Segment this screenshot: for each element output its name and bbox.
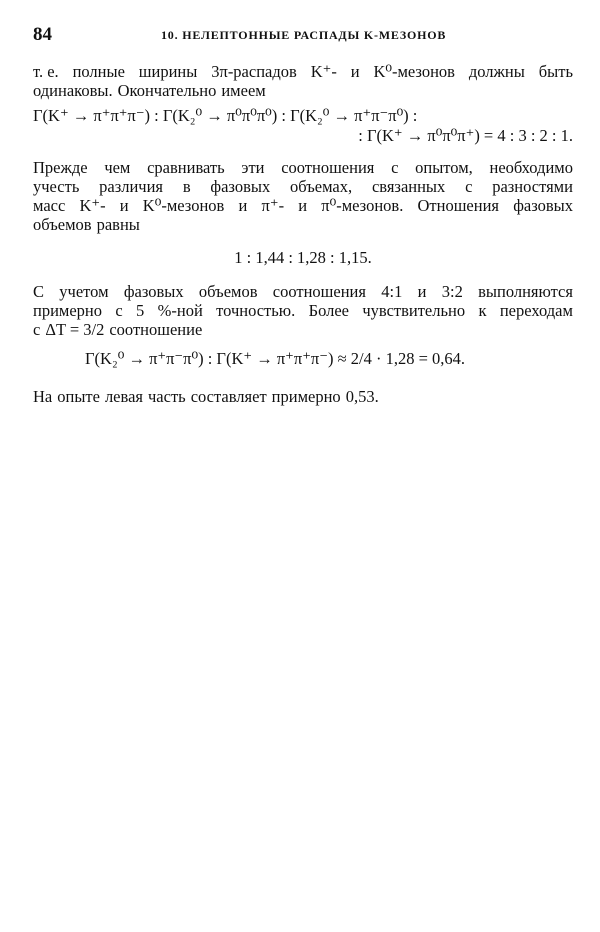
- text-line: [33, 387, 573, 406]
- text-line: [33, 320, 573, 339]
- word: с: [33, 320, 41, 339]
- word: равны: [96, 215, 140, 234]
- word: выполняются: [478, 282, 573, 301]
- word: с: [391, 158, 399, 177]
- word: чувствительно: [362, 301, 466, 320]
- text-line: [33, 62, 573, 81]
- word: учесть: [33, 177, 80, 196]
- text-line: [33, 158, 573, 177]
- word: и: [350, 62, 360, 81]
- word: связанных: [371, 177, 446, 196]
- word: ΔT = 3/2: [45, 320, 105, 339]
- text-line: [33, 282, 573, 301]
- word: и: [298, 196, 308, 215]
- word: 4:1: [381, 282, 403, 301]
- formula-phase-volumes: 1 : 1,44 : 1,28 : 1,15.: [234, 248, 372, 267]
- text-line: [33, 196, 573, 215]
- word: эти: [241, 158, 265, 177]
- word: объемов: [198, 282, 258, 301]
- word: с: [465, 177, 473, 196]
- word: соотношение: [109, 320, 203, 339]
- word: 5: [136, 301, 145, 320]
- paragraph-2: [33, 158, 573, 234]
- word: фазовых: [513, 196, 573, 215]
- word: K⁺-: [79, 196, 106, 215]
- word: быть: [538, 62, 573, 81]
- word: ширины: [138, 62, 198, 81]
- word: необходимо: [489, 158, 573, 177]
- formula-gamma-ratio-line2: : Γ(K⁺ → π⁰π⁰π⁺) = 4 : 3 : 2 : 1.: [358, 126, 573, 145]
- word: учетом: [59, 282, 109, 301]
- word: Окончательно: [117, 81, 217, 100]
- word: фазовых: [123, 282, 184, 301]
- word: к: [478, 301, 487, 320]
- word: сравнивать: [147, 158, 225, 177]
- word: должны: [468, 62, 525, 81]
- word: Отношения: [417, 196, 500, 215]
- word: левая: [104, 387, 143, 406]
- text-line: [33, 215, 573, 234]
- word: π⁺-: [261, 196, 285, 215]
- word: Прежде: [33, 158, 88, 177]
- word: масс: [33, 196, 66, 215]
- word: разностями: [492, 177, 573, 196]
- paragraph-3: [33, 282, 573, 339]
- paragraph-1: [33, 62, 573, 100]
- word: π⁰-мезонов.: [321, 196, 404, 215]
- word: примерно: [33, 301, 103, 320]
- word: одинаковы.: [33, 81, 113, 100]
- word: %-ной: [157, 301, 203, 320]
- word: K⁰-мезонов: [142, 196, 225, 215]
- word: объемов: [33, 215, 92, 234]
- word: с: [115, 301, 123, 320]
- page-header: [33, 24, 570, 48]
- word: точностью.: [216, 301, 296, 320]
- word: С: [33, 282, 45, 301]
- word: чем: [104, 158, 131, 177]
- word: переходам: [499, 301, 573, 320]
- word: и: [417, 282, 427, 301]
- word: опыте: [57, 387, 100, 406]
- word: в: [182, 177, 191, 196]
- formula-delta-t-ratio: Γ(K₂⁰ → π⁺π⁻π⁰) : Γ(K⁺ → π⁺π⁺π⁻) ≈ 2/4 · 1,28 = 0,64.: [85, 349, 466, 368]
- word: полные: [72, 62, 125, 81]
- word: и: [119, 196, 129, 215]
- word: различия: [99, 177, 164, 196]
- word: и: [238, 196, 248, 215]
- word: т. е.: [33, 62, 59, 81]
- word: На: [33, 387, 53, 406]
- word: объемах,: [290, 177, 353, 196]
- running-head: 10. НЕЛЕПТОННЫЕ РАСПАДЫ K-МЕЗОНОВ: [161, 28, 447, 42]
- word: соотношения: [281, 158, 375, 177]
- text-line: [33, 81, 573, 100]
- text-line: [33, 177, 573, 196]
- word: имеем: [221, 81, 266, 100]
- word: составляет: [190, 387, 267, 406]
- word: соотношения: [272, 282, 366, 301]
- formula-gamma-ratio-line1: Γ(K⁺ → π⁺π⁺π⁻) : Γ(K₂⁰ → π⁰π⁰π⁰) : Γ(K₂⁰ → π⁺π⁻π⁰) :: [33, 106, 418, 125]
- word: K⁺-: [310, 62, 337, 81]
- word: K⁰-мезонов: [373, 62, 455, 81]
- body-text: [33, 62, 573, 406]
- word: 3:2: [441, 282, 463, 301]
- word: опытом,: [415, 158, 473, 177]
- word: Более: [308, 301, 349, 320]
- word: 0,53.: [345, 387, 379, 406]
- word: часть: [148, 387, 186, 406]
- word: примерно: [271, 387, 341, 406]
- word: 3π-распадов: [211, 62, 297, 81]
- text-line: [33, 301, 573, 320]
- paragraph-4: [33, 387, 573, 406]
- page-number: 84: [33, 24, 52, 45]
- word: фазовых: [210, 177, 271, 196]
